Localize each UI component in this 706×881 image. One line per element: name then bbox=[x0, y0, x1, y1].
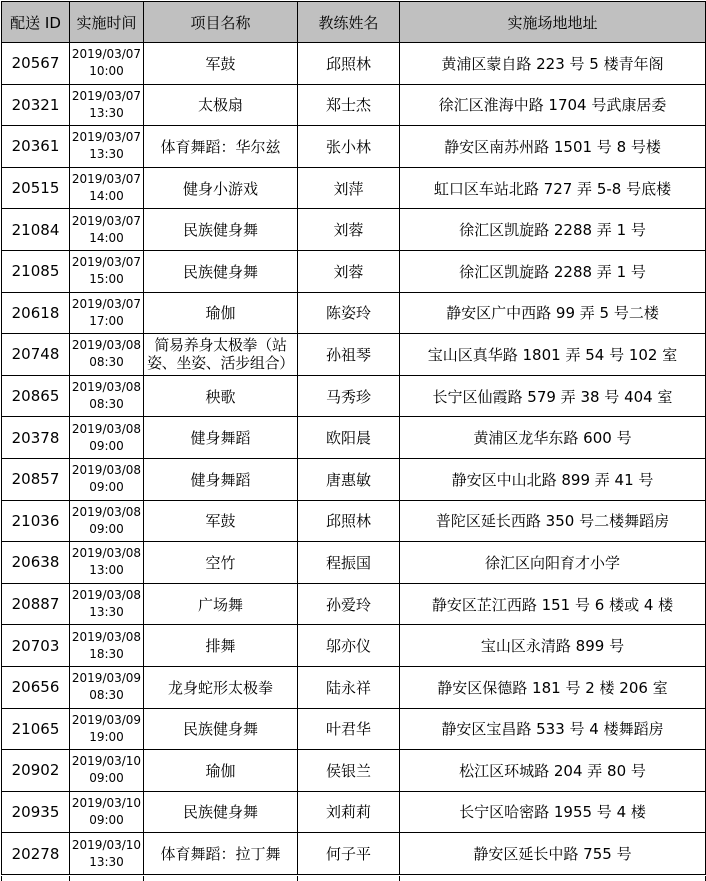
cell-address: 徐汇区凯旋路 2288 弄 1 号 bbox=[400, 209, 706, 251]
cell-address: 松江区环城路 204 弄 80 号 bbox=[400, 750, 706, 792]
cell-address: 黄浦区龙华东路 600 号 bbox=[400, 417, 706, 459]
cell-clock: 14:00 bbox=[89, 230, 124, 245]
cell-time bbox=[70, 666, 144, 708]
next-row-fragment bbox=[1, 876, 705, 881]
cell-clock: 17:00 bbox=[89, 313, 124, 328]
cell-date: 2019/03/08 bbox=[71, 546, 142, 561]
cell-id: 20638 bbox=[2, 542, 70, 584]
cell-time bbox=[70, 625, 144, 667]
cell-coach: 何子平 bbox=[298, 833, 400, 875]
cell-time bbox=[70, 375, 144, 417]
cell-clock: 09:00 bbox=[89, 771, 124, 786]
cell-project: 健身舞蹈 bbox=[144, 417, 298, 459]
cell-date: 2019/03/10 bbox=[71, 795, 142, 810]
cell-coach: 马秀珍 bbox=[298, 375, 400, 417]
header-address: 实施场地地址 bbox=[400, 2, 706, 43]
cell-clock: 13:30 bbox=[89, 147, 124, 162]
header-project: 项目名称 bbox=[144, 2, 298, 43]
cell-coach: 孙祖琴 bbox=[298, 334, 400, 376]
cell-time bbox=[70, 209, 144, 251]
cell-clock: 13:30 bbox=[89, 854, 124, 869]
cell-address: 长宁区仙霞路 579 弄 38 号 404 室 bbox=[400, 375, 706, 417]
cell-coach: 欧阳晨 bbox=[298, 417, 400, 459]
cell-date: 2019/03/08 bbox=[71, 588, 142, 603]
cell-date: 2019/03/07 bbox=[71, 213, 142, 228]
cell-coach: 叶君华 bbox=[298, 708, 400, 750]
table-row bbox=[2, 43, 706, 85]
cell-coach: 刘莉莉 bbox=[298, 791, 400, 833]
cell-id: 20887 bbox=[2, 583, 70, 625]
cell-time bbox=[70, 126, 144, 168]
cell-coach: 陈姿玲 bbox=[298, 292, 400, 334]
cell-coach: 刘蓉 bbox=[298, 209, 400, 251]
cell-id: 20656 bbox=[2, 666, 70, 708]
table-row bbox=[2, 292, 706, 334]
cell-address: 静安区延长中路 755 号 bbox=[400, 833, 706, 875]
cell-project: 体育舞蹈：华尔兹 bbox=[144, 126, 298, 168]
cell-project: 民族健身舞 bbox=[144, 209, 298, 251]
cell-clock: 14:00 bbox=[89, 189, 124, 204]
cell-id: 20748 bbox=[2, 334, 70, 376]
cell-project: 秧歌 bbox=[144, 375, 298, 417]
cell-coach: 刘萍 bbox=[298, 167, 400, 209]
cell-id: 20567 bbox=[2, 43, 70, 85]
cell-project: 健身舞蹈 bbox=[144, 458, 298, 500]
cell-address: 静安区广中西路 99 弄 5 号二楼 bbox=[400, 292, 706, 334]
cell-clock: 08:30 bbox=[89, 355, 124, 370]
cell-address: 静安区芷江西路 151 号 6 楼或 4 楼 bbox=[400, 583, 706, 625]
cell-date: 2019/03/07 bbox=[71, 130, 142, 145]
cell-clock: 08:30 bbox=[89, 688, 124, 703]
cell-time bbox=[70, 334, 144, 376]
cell-coach: 刘蓉 bbox=[298, 250, 400, 292]
cell-clock: 15:00 bbox=[89, 272, 124, 287]
cell-date: 2019/03/07 bbox=[71, 172, 142, 187]
cell-id: 21084 bbox=[2, 209, 70, 251]
table-row bbox=[2, 500, 706, 542]
cell-id: 20515 bbox=[2, 167, 70, 209]
table-row bbox=[2, 375, 706, 417]
table-row bbox=[2, 833, 706, 875]
cell-address: 徐汇区凯旋路 2288 弄 1 号 bbox=[400, 250, 706, 292]
header-delivery-id: 配送 ID bbox=[2, 2, 70, 43]
cell-id: 20361 bbox=[2, 126, 70, 168]
cell-coach: 程振国 bbox=[298, 542, 400, 584]
cell-time bbox=[70, 84, 144, 126]
header-time: 实施时间 bbox=[70, 2, 144, 43]
cell-clock: 18:30 bbox=[89, 646, 124, 661]
cell-address: 普陀区延长西路 350 号二楼舞蹈房 bbox=[400, 500, 706, 542]
cell-time bbox=[70, 708, 144, 750]
cell-project: 龙身蛇形太极拳 bbox=[144, 666, 298, 708]
cell-date: 2019/03/10 bbox=[71, 754, 142, 769]
cell-address: 长宁区哈密路 1955 号 4 楼 bbox=[400, 791, 706, 833]
cell-project: 体育舞蹈：拉丁舞 bbox=[144, 833, 298, 875]
schedule-table bbox=[1, 1, 706, 875]
cell-clock: 13:30 bbox=[89, 105, 124, 120]
table-row bbox=[2, 791, 706, 833]
cell-coach: 张小林 bbox=[298, 126, 400, 168]
table-row bbox=[2, 250, 706, 292]
cell-id: 20278 bbox=[2, 833, 70, 875]
table-row bbox=[2, 84, 706, 126]
cell-date: 2019/03/09 bbox=[71, 712, 142, 727]
cell-time bbox=[70, 417, 144, 459]
cell-address: 徐汇区向阳育才小学 bbox=[400, 542, 706, 584]
cell-id: 20378 bbox=[2, 417, 70, 459]
cell-time bbox=[70, 458, 144, 500]
cell-project: 民族健身舞 bbox=[144, 250, 298, 292]
cell-coach: 侯银兰 bbox=[298, 750, 400, 792]
cell-id: 21065 bbox=[2, 708, 70, 750]
cell-project: 广场舞 bbox=[144, 583, 298, 625]
cell-address: 虹口区车站北路 727 弄 5-8 号底楼 bbox=[400, 167, 706, 209]
cell-clock: 13:00 bbox=[89, 563, 124, 578]
cell-coach: 邱照林 bbox=[298, 500, 400, 542]
cell-date: 2019/03/08 bbox=[71, 504, 142, 519]
table-row bbox=[2, 126, 706, 168]
cell-coach: 邬亦仪 bbox=[298, 625, 400, 667]
cell-clock: 09:00 bbox=[89, 521, 124, 536]
cell-id: 20703 bbox=[2, 625, 70, 667]
cell-project: 瑜伽 bbox=[144, 750, 298, 792]
cell-date: 2019/03/08 bbox=[71, 463, 142, 478]
cell-date: 2019/03/08 bbox=[71, 629, 142, 644]
header-coach: 教练姓名 bbox=[298, 2, 400, 43]
cell-coach: 陆永祥 bbox=[298, 666, 400, 708]
cell-time bbox=[70, 250, 144, 292]
cell-address: 静安区中山北路 899 弄 41 号 bbox=[400, 458, 706, 500]
cell-clock: 08:30 bbox=[89, 397, 124, 412]
cell-time bbox=[70, 833, 144, 875]
cell-id: 20902 bbox=[2, 750, 70, 792]
cell-address: 徐汇区淮海中路 1704 号武康居委 bbox=[400, 84, 706, 126]
cell-date: 2019/03/08 bbox=[71, 338, 142, 353]
table-row bbox=[2, 625, 706, 667]
cell-clock: 09:00 bbox=[89, 812, 124, 827]
table-row bbox=[2, 750, 706, 792]
cell-project: 军鼓 bbox=[144, 43, 298, 85]
table-row bbox=[2, 708, 706, 750]
cell-time bbox=[70, 750, 144, 792]
cell-address: 静安区宝昌路 533 号 4 楼舞蹈房 bbox=[400, 708, 706, 750]
cell-id: 20618 bbox=[2, 292, 70, 334]
cell-date: 2019/03/07 bbox=[71, 47, 142, 62]
cell-project: 空竹 bbox=[144, 542, 298, 584]
cell-project: 民族健身舞 bbox=[144, 708, 298, 750]
cell-id: 21085 bbox=[2, 250, 70, 292]
cell-address: 宝山区真华路 1801 弄 54 号 102 室 bbox=[400, 334, 706, 376]
header-row bbox=[2, 2, 706, 43]
table-row bbox=[2, 417, 706, 459]
cell-id: 20935 bbox=[2, 791, 70, 833]
cell-address: 静安区保德路 181 号 2 楼 206 室 bbox=[400, 666, 706, 708]
cell-id: 20865 bbox=[2, 375, 70, 417]
cell-project: 太极扇 bbox=[144, 84, 298, 126]
cell-clock: 09:00 bbox=[89, 438, 124, 453]
cell-time bbox=[70, 542, 144, 584]
table-row bbox=[2, 167, 706, 209]
cell-date: 2019/03/08 bbox=[71, 421, 142, 436]
table-row bbox=[2, 666, 706, 708]
cell-time bbox=[70, 500, 144, 542]
cell-coach: 郑士杰 bbox=[298, 84, 400, 126]
cell-id: 21036 bbox=[2, 500, 70, 542]
cell-time bbox=[70, 167, 144, 209]
table-row bbox=[2, 209, 706, 251]
cell-address: 静安区南苏州路 1501 号 8 号楼 bbox=[400, 126, 706, 168]
cell-date: 2019/03/07 bbox=[71, 88, 142, 103]
cell-date: 2019/03/08 bbox=[71, 380, 142, 395]
cell-coach: 唐惠敏 bbox=[298, 458, 400, 500]
cell-time bbox=[70, 583, 144, 625]
cell-clock: 19:00 bbox=[89, 729, 124, 744]
cell-project: 排舞 bbox=[144, 625, 298, 667]
cell-time bbox=[70, 292, 144, 334]
cell-clock: 13:30 bbox=[89, 605, 124, 620]
table-row bbox=[2, 334, 706, 376]
cell-time bbox=[70, 791, 144, 833]
cell-clock: 09:00 bbox=[89, 480, 124, 495]
cell-date: 2019/03/10 bbox=[71, 837, 142, 852]
cell-date: 2019/03/07 bbox=[71, 296, 142, 311]
cell-clock: 10:00 bbox=[89, 64, 124, 79]
cell-address: 宝山区永清路 899 号 bbox=[400, 625, 706, 667]
cell-id: 20857 bbox=[2, 458, 70, 500]
cell-id: 20321 bbox=[2, 84, 70, 126]
table-row bbox=[2, 583, 706, 625]
table-row bbox=[2, 458, 706, 500]
cell-address: 黄浦区蒙自路 223 号 5 楼青年阁 bbox=[400, 43, 706, 85]
cell-time bbox=[70, 43, 144, 85]
cell-coach: 孙爱玲 bbox=[298, 583, 400, 625]
cell-coach: 邱照林 bbox=[298, 43, 400, 85]
cell-project: 健身小游戏 bbox=[144, 167, 298, 209]
cell-project: 简易养身太极拳（站姿、坐姿、活步组合） bbox=[144, 334, 298, 376]
cell-project: 民族健身舞 bbox=[144, 791, 298, 833]
cell-project: 瑜伽 bbox=[144, 292, 298, 334]
cell-project: 军鼓 bbox=[144, 500, 298, 542]
table-row bbox=[2, 542, 706, 584]
cell-date: 2019/03/07 bbox=[71, 255, 142, 270]
cell-date: 2019/03/09 bbox=[71, 671, 142, 686]
